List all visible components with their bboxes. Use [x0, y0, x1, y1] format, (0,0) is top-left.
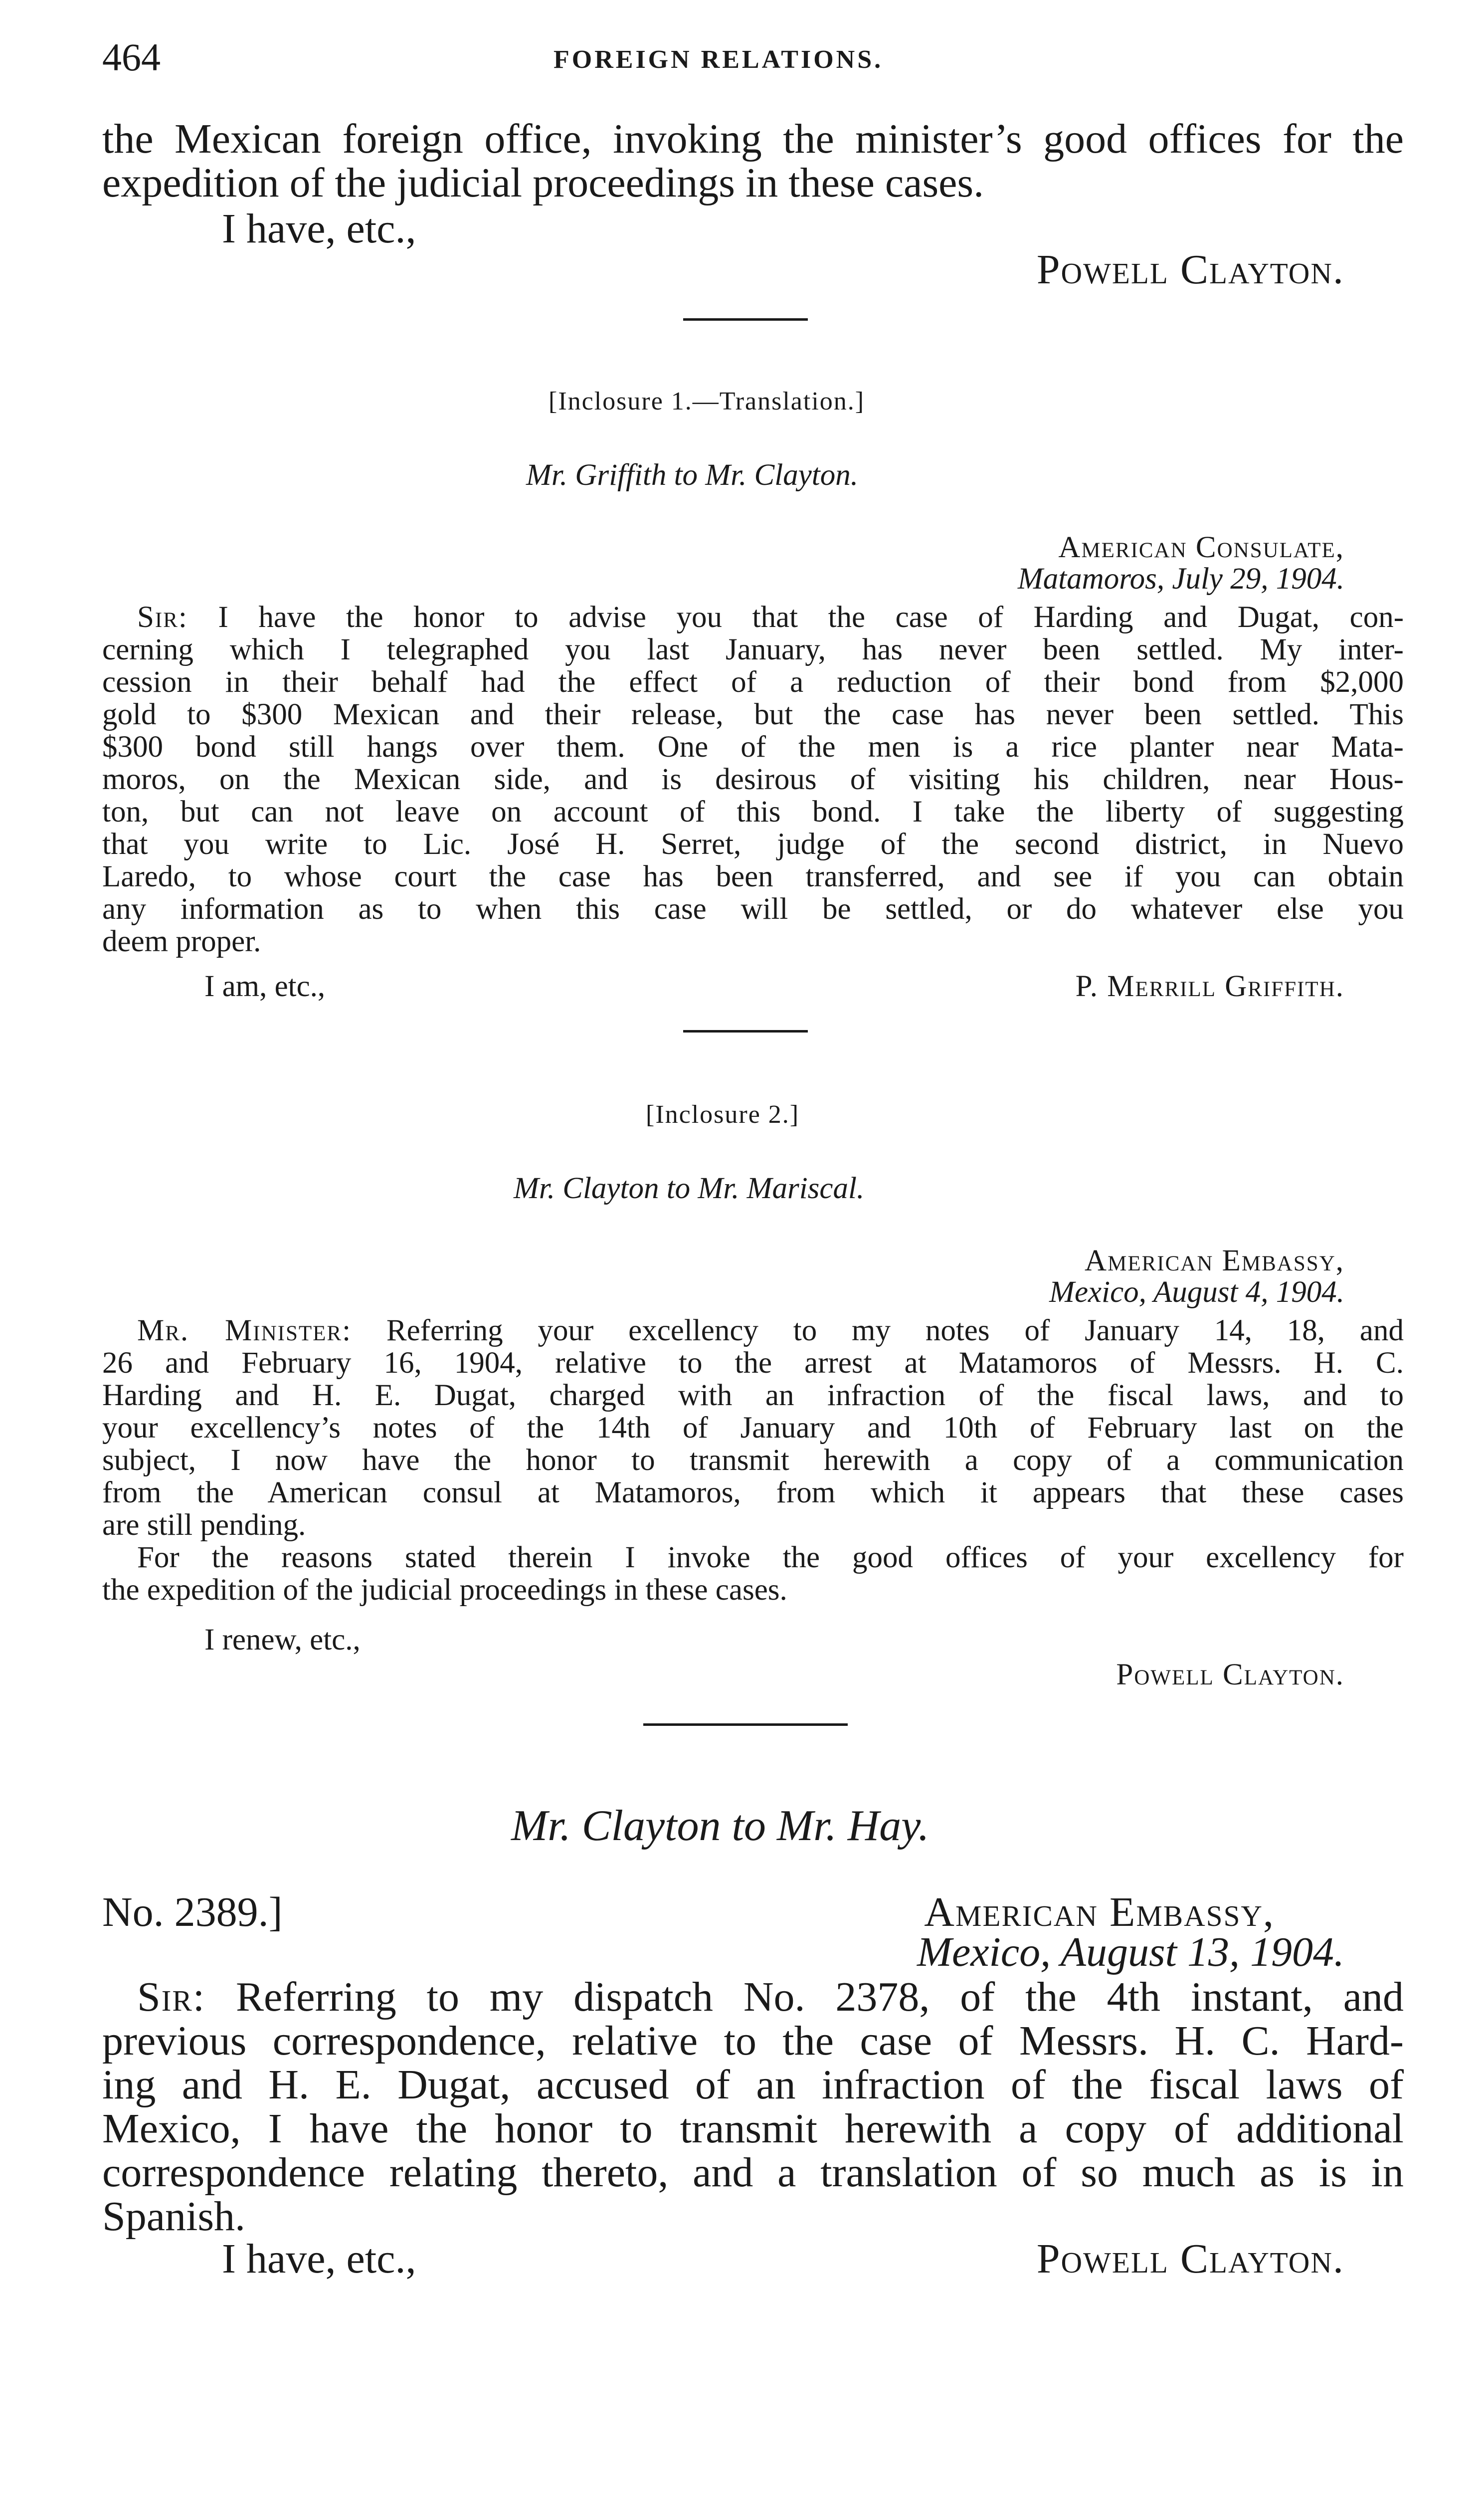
section-divider: [643, 1723, 848, 1726]
text-line: Harding and H. E. Dugat, charged with an infraction of the fiscal laws, and to: [102, 1379, 1404, 1412]
text-line: the Mexican foreign office, invoking the minister’s good offices for the: [102, 116, 1404, 162]
closing: I have, etc.,: [222, 2236, 416, 2282]
dispatch-title: Mr. Clayton to Mr. Hay.: [511, 1802, 929, 1850]
signature: P. Merrill Griffith.: [1075, 970, 1344, 1003]
text-line: cession in their behalf had the effect of a reduction of their bond from $2,000: [102, 665, 1404, 699]
letter-date: Matamoros, July 29, 1904.: [1017, 562, 1344, 596]
text-line: ing and H. E. Dugat, accused of an infraction of the fiscal laws of: [102, 2062, 1404, 2108]
text-line: from the American consul at Matamoros, from which it appears that these cases: [102, 1476, 1404, 1509]
text-line: your excellency’s notes of the 14th of January and 10th of February last on the: [102, 1411, 1404, 1445]
text-line: I have the honor to advise you that the case of Harding and Dugat, con-: [218, 601, 1404, 634]
letter-place: American Embassy,: [1085, 1244, 1344, 1277]
text-line: are still pending.: [102, 1508, 306, 1542]
signature: Powell Clayton.: [1036, 2236, 1344, 2282]
letter-title: Mr. Griffith to Mr. Clayton.: [526, 458, 858, 492]
salutation: Sir:: [137, 1974, 206, 2020]
signature: Powell Clayton.: [1036, 246, 1344, 293]
text-line: 26 and February 16, 1904, relative to the arrest at Matamoros of Messrs. H. C.: [102, 1346, 1404, 1380]
closing: I renew, etc.,: [204, 1623, 361, 1657]
letter-place: American Embassy,: [924, 1889, 1275, 1935]
text-line: ton, but can not leave on account of this bond. I take the liberty of suggesting: [102, 795, 1404, 829]
inclosure-heading: [Inclosure 1.—Translation.]: [549, 387, 865, 416]
signature: Powell Clayton.: [1116, 1658, 1344, 1691]
closing: I have, etc.,: [222, 206, 416, 252]
text-line: Laredo, to whose court the case has been transferred, and see if you can obtain: [102, 860, 1404, 893]
text-line: Spanish.: [102, 2193, 246, 2240]
text-line: expedition of the judicial proceedings in these cases.: [102, 160, 984, 206]
text-line: gold to $300 Mexican and their release, but the case has never been settled. This: [102, 698, 1404, 731]
letter-title: Mr. Clayton to Mr. Mariscal.: [514, 1172, 865, 1205]
inclosure2-body: [102, 1314, 1404, 1606]
inclosure1-body: [102, 601, 1404, 958]
section-divider: [683, 318, 808, 321]
letter-date: Mexico, August 13, 1904.: [917, 1929, 1344, 1975]
text-line: any information as to when this case will be settled, or do whatever else you: [102, 892, 1404, 926]
dispatch-number: No. 2389.]: [102, 1889, 283, 1935]
text-line: Referring your excellency to my notes of January 14, 18, and: [386, 1314, 1404, 1347]
salutation: Sir:: [137, 601, 188, 634]
running-title: FOREIGN RELATIONS.: [554, 45, 884, 74]
text-line: cerning which I telegraphed you last January, has never been settled. My inter-: [102, 633, 1404, 666]
section-divider: [683, 1030, 808, 1033]
text-line: Mexico, I have the honor to transmit herewith a copy of additional: [102, 2105, 1404, 2152]
top-paragraph: [102, 117, 1404, 205]
letter-date: Mexico, August 4, 1904.: [1049, 1275, 1344, 1309]
letter-place: American Consulate,: [1058, 531, 1344, 564]
text-line: Referring to my dispatch No. 2378, of the 4th instant, and: [235, 1974, 1404, 2020]
text-line: the expedition of the judicial proceedings in these cases.: [102, 1573, 787, 1607]
text-line: that you write to Lic. José H. Serret, judge of the second district, in Nuevo: [102, 828, 1404, 861]
dispatch-body: [102, 1975, 1404, 2239]
text-line: subject, I now have the honor to transmit herewith a copy of a communication: [102, 1444, 1404, 1477]
text-line: correspondence relating thereto, and a translation of so much as is in: [102, 2149, 1404, 2196]
text-line: $300 bond still hangs over them. One of the men is a rice planter near Mata-: [102, 730, 1404, 764]
page-number: 464: [102, 35, 161, 79]
text-line: For the reasons stated therein I invoke the good offices of your excellency for: [137, 1541, 1404, 1574]
text-line: previous correspondence, relative to the case of Messrs. H. C. Hard-: [102, 2018, 1404, 2064]
text-line: deem proper.: [102, 925, 261, 958]
text-line: moros, on the Mexican side, and is desirous of visiting his children, near Hous-: [102, 763, 1404, 796]
inclosure-heading: [Inclosure 2.]: [646, 1100, 800, 1129]
salutation: Mr. Minister:: [137, 1314, 352, 1347]
closing: I am, etc.,: [204, 970, 326, 1003]
